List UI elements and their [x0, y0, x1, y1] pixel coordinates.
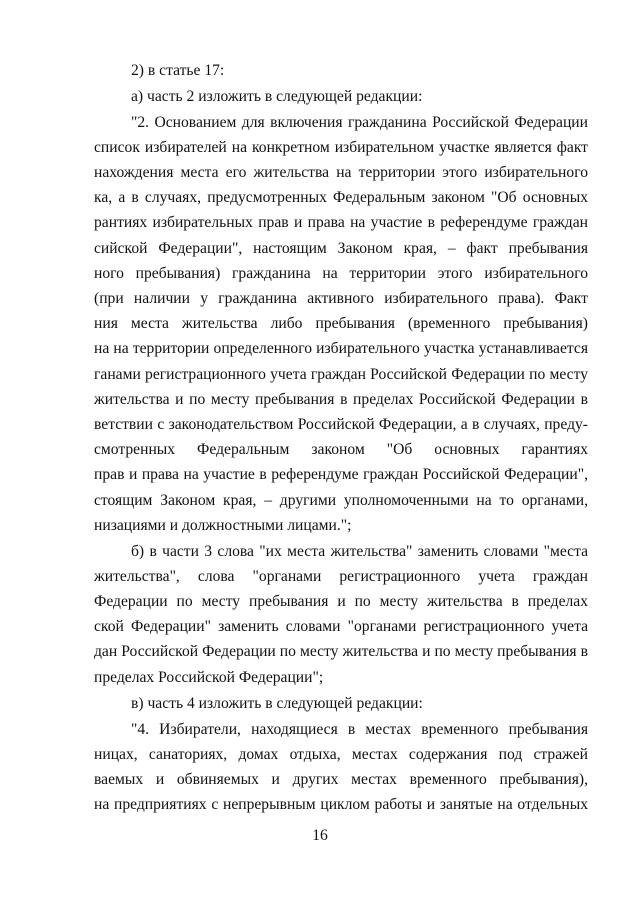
text-line: на предприятиях с непрерывным циклом работы и занятые на отдельных — [94, 796, 588, 813]
text-line: жительства", слова "органами регистрационного учета граждан — [94, 568, 588, 585]
text-line: список избирателей на конкретном избирательном участке является факт — [94, 139, 588, 156]
text-line: ного пребывания) гражданина на территории этого избирательного — [94, 265, 588, 282]
text-line: сийской Федерации", настоящим Законом края, – факт пребывания — [94, 240, 588, 257]
text-line: "4. Избиратели, находящиеся в местах временного пребывания — [131, 721, 588, 738]
text-line: ганами регистрационного учета граждан Российской Федерации по месту — [94, 366, 588, 383]
text-line: прав и права на участие в референдуме граждан Российской Федерации", — [94, 466, 588, 483]
text-line: а) часть 2 изложить в следующей редакции: — [131, 88, 423, 105]
text-line: ницах, санаториях, домах отдыха, местах содержания под стражей — [94, 746, 588, 763]
text-line: ваемых и обвиняемых и других местах временного пребывания), — [94, 771, 588, 788]
text-line: смотренных Федеральным законом "Об основных гарантиях — [94, 441, 588, 458]
text-line: ской Федерации" заменить словами "органами регистрационного учета — [94, 618, 588, 635]
text-line: ка, а в случаях, предусмотренных Федеральным законом "Об основных — [94, 189, 588, 206]
text-line: жительства и по месту пребывания в пределах Российской Федерации в — [94, 391, 588, 408]
text-line: 2) в статье 17: — [131, 62, 225, 79]
text-line: дан Российской Федерации по месту жительства и по месту пребывания в — [94, 643, 588, 660]
text-line: ветствии с законодательством Российской Федерации, а в случаях, преду- — [94, 416, 588, 433]
text-line: нахождения места его жительства на территории этого избирательного — [94, 164, 588, 181]
text-line: Федерации по месту пребывания и по месту жительства в пределах — [94, 593, 588, 610]
text-line: (при наличии у гражданина активного избирательного права). Факт — [94, 290, 588, 307]
text-line: ния места жительства либо пребывания (временного пребывания) — [94, 315, 588, 332]
text-line: пределах Российской Федерации"; — [94, 669, 324, 686]
page-number: 16 — [312, 827, 328, 844]
text-line: низациями и должностными лицами."; — [94, 517, 352, 534]
text-line: рантиях избирательных прав и права на участие в референдуме граждан — [94, 214, 588, 231]
text-line: "2. Основанием для включения гражданина Российской Федерации — [131, 114, 588, 131]
text-line: на на территории определенного избирательного участка устанавливается — [94, 340, 588, 357]
text-line: б) в части 3 слова "их места жительства" заменить словами "места — [131, 543, 588, 560]
text-line: стоящим Законом края, – другими уполномоченными на то органами, — [94, 492, 588, 509]
text-line: в) часть 4 изложить в следующей редакции: — [131, 695, 423, 712]
